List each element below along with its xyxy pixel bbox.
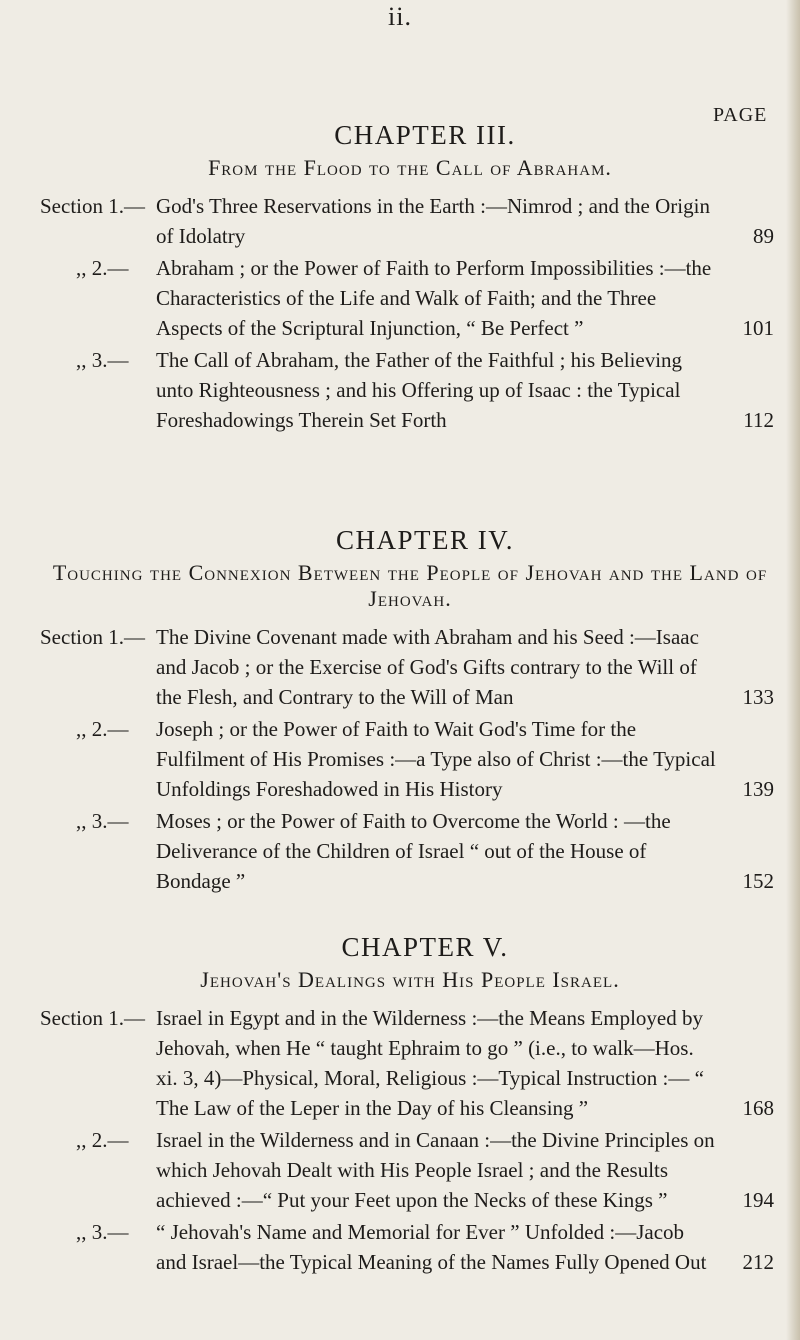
page-reference: 89 — [753, 224, 774, 248]
page-reference: 112 — [743, 408, 774, 432]
section-title: The Divine Covenant made with Abraham and his Seed :—Isaac and Jacob ; or the Exercise of God's Gifts contrary to the Will of the Flesh, and Contrary to the Will of Man — [156, 625, 699, 709]
chapter-title: CHAPTER III. — [334, 120, 516, 150]
chapter-subtitle: From the Flood to the Call of Abraham. — [208, 155, 612, 180]
section-title: The Call of Abraham, the Father of the Faithful ; his Believing unto Righteousness ; and his Offering up of Isaac : the Typical Foreshadowings Therein Set Forth — [156, 348, 683, 432]
chapter-title: CHAPTER IV. — [335, 525, 515, 555]
section-title: God's Three Reservations in the Earth :—Nimrod ; and the Origin of Idolatry — [156, 194, 710, 248]
section-number: ,, 2.— — [76, 256, 129, 280]
page-reference: 152 — [742, 869, 774, 893]
toc-entry[interactable] — [40, 191, 780, 251]
section-number: ,, 3.— — [76, 348, 129, 372]
section-number: ,, 3.— — [76, 809, 129, 833]
section-number: ,, 2.— — [76, 1128, 129, 1152]
chapter-5 — [40, 932, 780, 1277]
page-reference: 212 — [742, 1250, 774, 1274]
section-title: Abraham ; or the Power of Faith to Perform Impossibilities :—the Characteristics of the Life and Walk of Faith; and the Three Aspects of the Scriptural Injunction, “ Be Perfect ” — [156, 256, 712, 340]
section-title: Moses ; or the Power of Faith to Overcome the World : —the Deliverance of the Children of Israel “ out of the House of Bondage ” — [156, 809, 671, 893]
section-title: Israel in the Wilderness and in Canaan :—the Divine Principles on which Jehovah Dealt with His People Israel ; and the Results achieved :—“ Put your Feet upon the Necks of these Kings ” — [156, 1128, 715, 1212]
page-reference: 168 — [742, 1096, 774, 1120]
page-reference: 101 — [742, 316, 774, 340]
section-number: ,, 2.— — [76, 717, 129, 741]
section-number: Section 1.— — [40, 194, 145, 218]
chapter-subtitle: Touching the Connexion Between the People of Jehovah and the Land of Jehovah. — [52, 560, 768, 611]
page-column-label: PAGE — [713, 104, 768, 126]
section-title: Joseph ; or the Power of Faith to Wait God's Time for the Fulfilment of His Promises :—a Type also of Christ :—the Typical Unfoldings Foreshadowed in His History — [156, 717, 716, 801]
toc-entry[interactable] — [40, 345, 780, 435]
toc-entry[interactable] — [40, 253, 780, 343]
page-reference: 139 — [742, 777, 774, 801]
page-edge — [786, 0, 800, 1340]
section-title: Israel in Egypt and in the Wilderness :—the Means Employed by Jehovah, when He “ taught Ephraim to go ” (i.e., to walk—Hos. xi. 3, 4)—Physical, Moral, Religious :—Typical Instruction :— “ The Law of the Leper in the Day of his Cleansing ” — [156, 1006, 704, 1120]
toc-entry[interactable] — [40, 1003, 780, 1123]
toc-entry[interactable] — [40, 806, 780, 896]
toc-entry[interactable] — [40, 714, 780, 804]
chapter-subtitle: Jehovah's Dealings with His People Israel. — [200, 967, 620, 992]
toc-entry[interactable] — [40, 622, 780, 712]
section-number: Section 1.— — [40, 625, 145, 649]
section-number: Section 1.— — [40, 1006, 145, 1030]
section-number: ,, 3.— — [76, 1220, 129, 1244]
toc-entry[interactable] — [40, 1217, 780, 1277]
toc-entry[interactable] — [40, 1125, 780, 1215]
chapter-3 — [40, 120, 780, 435]
chapter-4 — [40, 525, 780, 896]
page-reference: 194 — [742, 1188, 774, 1212]
page-number: ii. — [388, 2, 412, 31]
chapter-title: CHAPTER V. — [341, 932, 509, 962]
page-reference: 133 — [742, 685, 774, 709]
section-title: “ Jehovah's Name and Memorial for Ever ” Unfolded :—Jacob and Israel—the Typical Meaning of the Names Fully Opened Out — [156, 1220, 707, 1274]
